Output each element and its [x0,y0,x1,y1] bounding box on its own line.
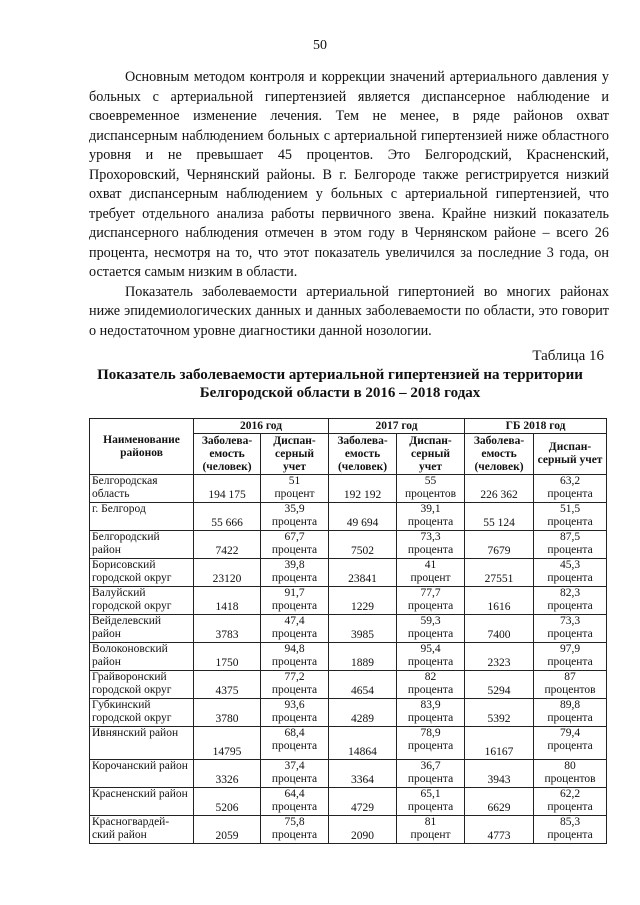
dispensary-rate-2018 [534,531,607,559]
incidence-2018: 226 362 [465,475,534,503]
header-count-2018: Заболева-емость (человек) [465,434,534,475]
rate-unit: процента [407,544,454,556]
incidence-2016: 3783 [194,615,261,643]
incidence-2017: 23841 [329,559,397,587]
incidence-2016: 3326 [194,760,261,788]
region-name: Валуйский городской округ [90,587,194,615]
rate-unit: процента [547,516,593,528]
rate-unit: процентов [544,773,596,785]
dispensary-rate-2016 [261,643,329,671]
rate-unit: процента [407,516,454,528]
incidence-2016: 7422 [194,531,261,559]
header-region: Наименование районов [90,419,194,475]
region-name: Белгородская область [90,475,194,503]
header-rate-2016: Диспан-серный учет [261,434,329,475]
incidence-2016: 3780 [194,699,261,727]
rate-value: 93,6 [284,699,305,711]
incidence-2017: 3364 [329,760,397,788]
dispensary-rate-2017 [397,475,465,503]
dispensary-rate-2018 [534,671,607,699]
incidence-2018: 7679 [465,531,534,559]
rate-value: 78,9 [420,727,441,739]
rate-unit: процента [547,628,593,640]
rate-unit: процента [547,712,593,724]
region-name: Вейделевский район [90,615,194,643]
rate-value: 77,2 [284,671,305,683]
rate-unit: процента [547,572,593,584]
dispensary-rate-2018 [534,727,607,760]
incidence-2016: 4375 [194,671,261,699]
incidence-2018: 4773 [465,816,534,844]
rate-value: 77,7 [420,587,441,599]
rate-value: 89,8 [559,699,581,711]
rate-value: 59,3 [420,615,441,627]
rate-unit: процентов [544,684,596,696]
table-row [90,615,607,643]
region-name: Красногвардей-ский район [90,816,194,844]
dispensary-rate-2017 [397,699,465,727]
header-rate-2017: Диспан-серный учет [397,434,465,475]
table-row [90,727,607,760]
dispensary-rate-2018 [534,559,607,587]
rate-unit: процента [547,829,593,841]
incidence-2016: 14795 [194,727,261,760]
rate-unit: процент [410,829,451,841]
incidence-2018: 6629 [465,788,534,816]
header-count-2017: Заболева-емость (человек) [329,434,397,475]
rate-unit: процента [271,829,318,841]
rate-value: 83,9 [420,699,441,711]
rate-value: 97,9 [559,643,581,655]
region-name: Ивнянский район [90,727,194,760]
region-name: г. Белгород [90,503,194,531]
dispensary-rate-2016 [261,475,329,503]
table-row [90,643,607,671]
header-year-2017: 2017 год [329,419,465,434]
rate-unit: процента [271,740,318,752]
incidence-2017: 192 192 [329,475,397,503]
rate-value: 36,7 [420,760,441,772]
dispensary-rate-2018 [534,699,607,727]
dispensary-rate-2018 [534,760,607,788]
incidence-2016: 1418 [194,587,261,615]
incidence-2017: 1229 [329,587,397,615]
rate-value: 47,4 [284,615,305,627]
rate-unit: процента [407,656,454,668]
incidence-table [89,418,607,844]
incidence-2017: 14864 [329,727,397,760]
dispensary-rate-2017 [397,671,465,699]
rate-value: 87 [564,671,576,683]
header-year-2016: 2016 год [194,419,329,434]
dispensary-rate-2016 [261,788,329,816]
incidence-2017: 4654 [329,671,397,699]
region-name: Борисовский городской округ [90,559,194,587]
dispensary-rate-2017 [397,760,465,788]
rate-unit: процента [271,773,318,785]
rate-value: 63,2 [559,475,581,487]
rate-unit: процента [547,801,593,813]
incidence-2016: 2059 [194,816,261,844]
dispensary-rate-2016 [261,531,329,559]
incidence-2017: 1889 [329,643,397,671]
rate-unit: процента [407,600,454,612]
header-year-2018: ГБ 2018 год [465,419,607,434]
incidence-2016: 23120 [194,559,261,587]
incidence-2017: 3985 [329,615,397,643]
body-text [89,68,609,341]
rate-value: 65,1 [420,788,441,800]
rate-unit: процентов [404,488,457,500]
dispensary-rate-2016 [261,559,329,587]
table-row [90,503,607,531]
rate-value: 35,9 [284,503,305,515]
dispensary-rate-2018 [534,503,607,531]
dispensary-rate-2018 [534,816,607,844]
rate-unit: процента [407,684,454,696]
rate-value: 62,2 [559,788,581,800]
incidence-2017: 4289 [329,699,397,727]
dispensary-rate-2016 [261,699,329,727]
rate-value: 37,4 [284,760,305,772]
rate-unit: процента [407,801,454,813]
region-name: Грайворонский городской округ [90,671,194,699]
rate-value: 82 [424,671,437,683]
header-rate-2018: Диспан-серный учет [534,434,607,475]
dispensary-rate-2018 [534,643,607,671]
table-title: Показатель заболеваемости артериальной гипертензией на территории Белгородской области в 2016 – 2018 годах [97,367,583,401]
dispensary-rate-2017 [397,559,465,587]
rate-unit: процента [547,740,593,752]
dispensary-rate-2017 [397,788,465,816]
table-caption: Таблица 16 [532,348,604,364]
incidence-2017: 49 694 [329,503,397,531]
paragraph-2: Показатель заболеваемости артериальной гипертонией во многих районах ниже эпидемиологических данных и данных заболеваемости по области, это говорит о недостаточном уровне диагностики данной нозологии. [89,283,609,339]
incidence-2016: 1750 [194,643,261,671]
region-name: Белгородский район [90,531,194,559]
rate-unit: процента [407,712,454,724]
rate-value: 67,7 [284,531,305,543]
dispensary-rate-2016 [261,760,329,788]
incidence-2018: 16167 [465,727,534,760]
region-name: Корочанский район [90,760,194,788]
rate-value: 41 [424,559,437,571]
table-row [90,475,607,503]
incidence-2018: 5392 [465,699,534,727]
dispensary-rate-2018 [534,615,607,643]
rate-value: 55 [424,475,437,487]
incidence-2018: 55 124 [465,503,534,531]
dispensary-rate-2017 [397,816,465,844]
table-row [90,816,607,844]
incidence-2016: 5206 [194,788,261,816]
dispensary-rate-2016 [261,816,329,844]
dispensary-rate-2016 [261,587,329,615]
rate-value: 87,5 [559,531,581,543]
rate-unit: процента [271,656,318,668]
rate-value: 94,8 [284,643,305,655]
rate-value: 95,4 [420,643,441,655]
incidence-2018: 7400 [465,615,534,643]
rate-value: 82,3 [559,587,581,599]
dispensary-rate-2016 [261,671,329,699]
rate-unit: процента [407,628,454,640]
rate-unit: процента [547,656,593,668]
rate-unit: процента [271,572,318,584]
incidence-2018: 2323 [465,643,534,671]
rate-value: 51 [288,475,301,487]
rate-value: 68,4 [284,727,305,739]
rate-unit: процент [410,572,451,584]
table-row [90,788,607,816]
dispensary-rate-2017 [397,531,465,559]
table-row [90,559,607,587]
dispensary-rate-2018 [534,475,607,503]
rate-unit: процента [271,516,318,528]
rate-value: 39,8 [284,559,305,571]
incidence-2018: 1616 [465,587,534,615]
rate-value: 73,3 [559,615,581,627]
rate-unit: процента [271,544,318,556]
rate-value: 45,3 [559,559,581,571]
dispensary-rate-2017 [397,643,465,671]
dispensary-rate-2016 [261,615,329,643]
region-name: Губкинский городской округ [90,699,194,727]
rate-unit: процента [271,684,318,696]
header-count-2016: Заболева-емость (человек) [194,434,261,475]
rate-unit: процента [271,712,318,724]
rate-value: 75,8 [284,816,305,828]
rate-unit: процента [547,600,593,612]
rate-value: 80 [564,760,576,772]
incidence-2018: 3943 [465,760,534,788]
page-number: 50 [313,38,327,53]
rate-value: 73,3 [420,531,441,543]
dispensary-rate-2017 [397,503,465,531]
incidence-2018: 5294 [465,671,534,699]
rate-value: 91,7 [284,587,305,599]
rate-unit: процента [271,600,318,612]
paragraph-1: Основным методом контроля и коррекции значений артериального давления у больных с артериальной гипертензией является диспансерное наблюдение и своевременное изменение лечения. Тем не менее, в ряде районов охват диспансерным наблюдением больных с артериальной гипертензией ниже областного уровня и не превышает 45 процентов. Это Белгородский, Красненский, Прохоровский, Чернянский районы. В г. Белгороде также регистрируется низкий охват диспансерным наблюдением у больных с артериальной гипертензией, что требует отдельного анализа работы первичного звена. Крайне низкий показатель диспансерного наблюдения отмечен в этом году в Чернянском районе – всего 26 процента, несмотря на то, что этот показатель увеличился за последние 3 года, он остается самым низким в области. [89,69,609,280]
dispensary-rate-2016 [261,503,329,531]
table-row [90,699,607,727]
incidence-2017: 4729 [329,788,397,816]
rate-value: 51,5 [559,503,581,515]
rate-value: 79,4 [559,727,581,739]
rate-unit: процента [407,740,454,752]
table-row [90,760,607,788]
rate-value: 64,4 [284,788,305,800]
rate-value: 39,1 [420,503,441,515]
table-row [90,671,607,699]
incidence-2017: 7502 [329,531,397,559]
dispensary-rate-2018 [534,788,607,816]
dispensary-rate-2017 [397,615,465,643]
rate-unit: процента [271,801,318,813]
region-name: Волоконовский район [90,643,194,671]
dispensary-rate-2017 [397,727,465,760]
incidence-2017: 2090 [329,816,397,844]
incidence-2018: 27551 [465,559,534,587]
incidence-2016: 55 666 [194,503,261,531]
rate-unit: процента [547,544,593,556]
rate-unit: процента [547,488,593,500]
region-name: Красненский район [90,788,194,816]
dispensary-rate-2016 [261,727,329,760]
rate-unit: процента [407,773,454,785]
table-row [90,587,607,615]
rate-unit: процент [274,488,315,500]
dispensary-rate-2018 [534,587,607,615]
dispensary-rate-2017 [397,587,465,615]
rate-value: 81 [424,816,437,828]
table-row [90,531,607,559]
rate-value: 85,3 [559,816,581,828]
incidence-2016: 194 175 [194,475,261,503]
rate-unit: процента [271,628,318,640]
